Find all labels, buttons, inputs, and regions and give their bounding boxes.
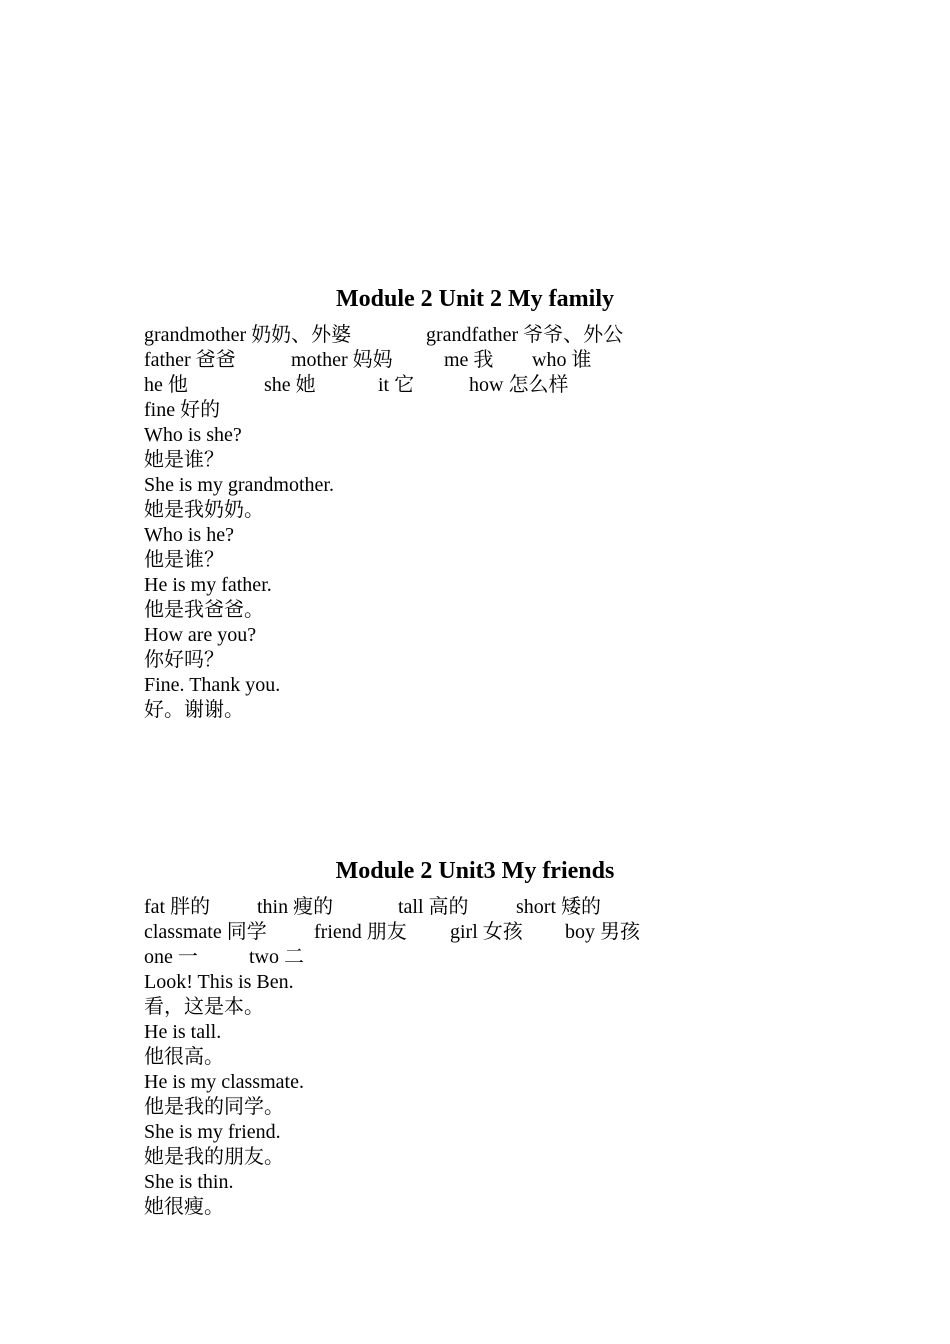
sentence-line: She is my grandmother. bbox=[144, 474, 334, 496]
sentence-line: 他是谁？ bbox=[144, 549, 224, 571]
sentence-line: She is thin. bbox=[144, 1171, 234, 1193]
vocab-row bbox=[144, 323, 950, 348]
vocab-item: grandfather 爷爷、外公 bbox=[426, 324, 624, 346]
vocab-row bbox=[144, 945, 950, 970]
sentence-line: How are you? bbox=[144, 624, 257, 646]
vocab-item: short 矮的 bbox=[516, 896, 601, 918]
vocab-row bbox=[144, 348, 950, 373]
sentence-line: 她是我的朋友。 bbox=[144, 1146, 284, 1168]
vocab-item: tall 高的 bbox=[398, 896, 469, 918]
vocab-item: father 爸爸 bbox=[144, 349, 236, 371]
vocab-item: fine 好的 bbox=[144, 399, 221, 421]
sentence-line: 看，这是本。 bbox=[144, 996, 264, 1018]
vocab-item: one 一 bbox=[144, 946, 198, 968]
unit2-title: Module 2 Unit 2 My family bbox=[336, 286, 614, 312]
sentence-line: Who is she? bbox=[144, 424, 242, 446]
sentence-line: 他是我爸爸。 bbox=[144, 599, 264, 621]
unit2-body bbox=[144, 323, 950, 723]
sentence-line: 她很瘦。 bbox=[144, 1196, 224, 1218]
vocab-row bbox=[144, 895, 950, 920]
vocab-item: who 谁 bbox=[532, 349, 592, 371]
sentence-line: Look! This is Ben. bbox=[144, 971, 294, 993]
vocab-item: two 二 bbox=[249, 946, 304, 968]
sentence-line: 他是我的同学。 bbox=[144, 1096, 284, 1118]
vocab-item: classmate 同学 bbox=[144, 921, 267, 943]
unit3-title: Module 2 Unit3 My friends bbox=[335, 858, 615, 884]
sentence-line: She is my friend. bbox=[144, 1121, 281, 1143]
vocab-item: girl 女孩 bbox=[450, 921, 523, 943]
sentence-line: 她是我奶奶。 bbox=[144, 499, 264, 521]
unit3-section bbox=[0, 856, 950, 886]
vocab-item: friend 朋友 bbox=[314, 921, 407, 943]
vocab-item: thin 瘦的 bbox=[257, 896, 334, 918]
vocab-item: boy 男孩 bbox=[565, 921, 640, 943]
vocab-row bbox=[144, 373, 950, 398]
vocab-item: me 我 bbox=[444, 349, 494, 371]
vocab-item: mother 妈妈 bbox=[291, 349, 393, 371]
sentence-line: 好。谢谢。 bbox=[144, 699, 244, 721]
vocab-item: she 她 bbox=[264, 374, 316, 396]
sentence-line: He is my classmate. bbox=[144, 1071, 304, 1093]
unit3-body bbox=[144, 895, 950, 1220]
sentence-line: He is my father. bbox=[144, 574, 272, 596]
sentence-line: He is tall. bbox=[144, 1021, 222, 1043]
vocab-item: fat 胖的 bbox=[144, 896, 211, 918]
vocab-item: it 它 bbox=[378, 374, 415, 396]
sentence-line: 你好吗？ bbox=[144, 649, 224, 671]
vocab-row bbox=[144, 920, 950, 945]
vocab-item: how 怎么样 bbox=[469, 374, 569, 396]
unit2-section bbox=[0, 284, 950, 314]
vocab-item: he 他 bbox=[144, 374, 188, 396]
vocab-row bbox=[144, 398, 950, 423]
sentence-line: 她是谁？ bbox=[144, 449, 224, 471]
vocab-item: grandmother 奶奶、外婆 bbox=[144, 324, 352, 346]
sentence-line: 他很高。 bbox=[144, 1046, 224, 1068]
sentence-line: Fine. Thank you. bbox=[144, 674, 281, 696]
sentence-line: Who is he? bbox=[144, 524, 234, 546]
